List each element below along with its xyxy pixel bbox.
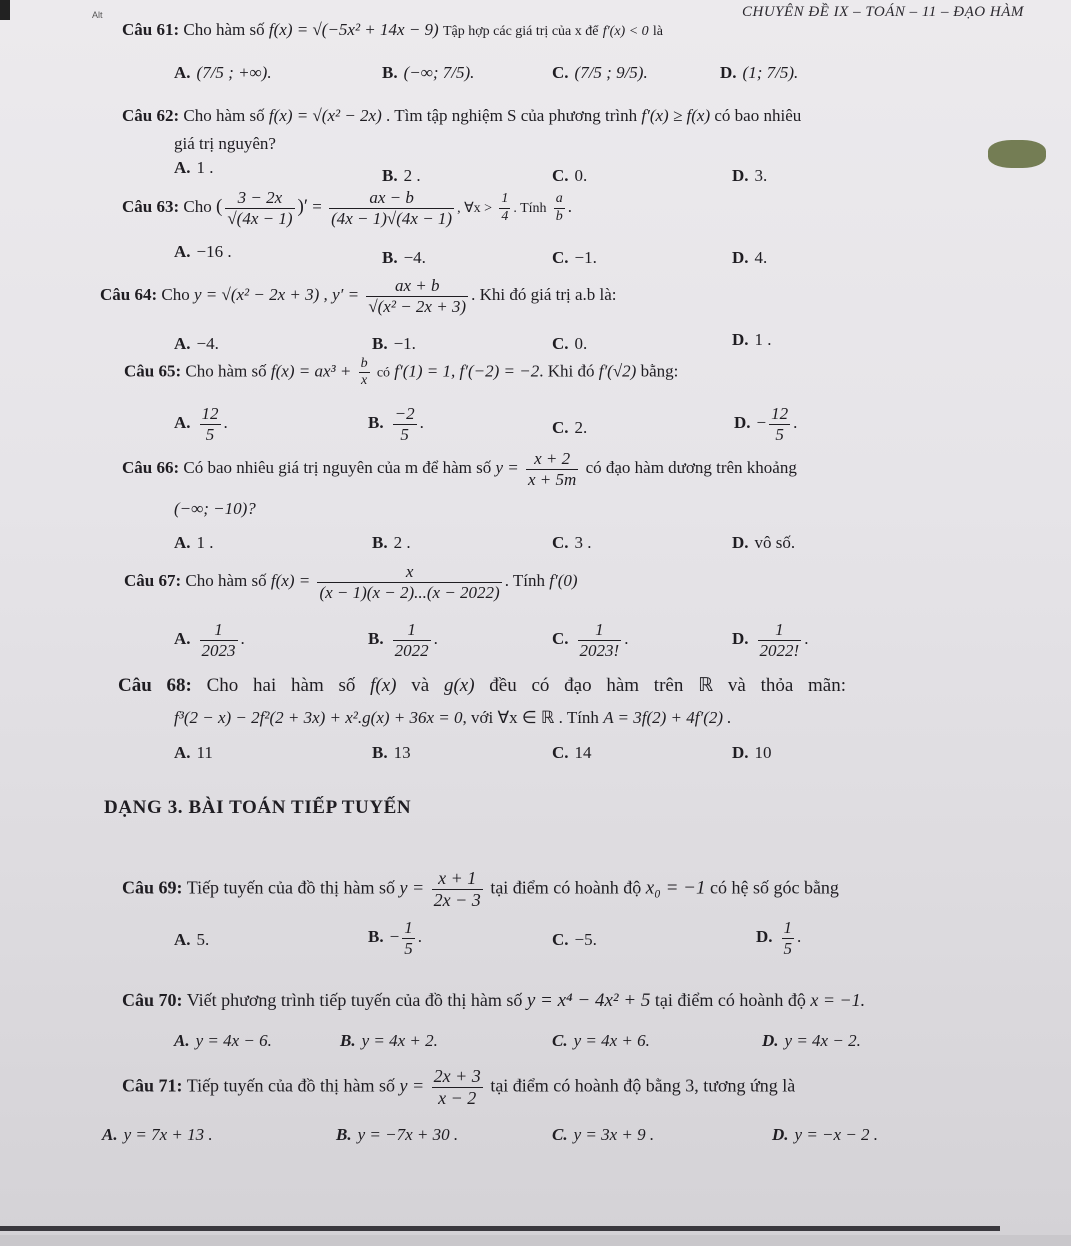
option-value: 1 . [196, 533, 214, 552]
fraction-numerator: x [317, 562, 501, 583]
condition: , ∀x > [457, 200, 493, 216]
option-c[interactable] [552, 533, 592, 553]
question-69 [122, 868, 839, 910]
question-66 [122, 449, 797, 489]
formula: f³(2 − x) − 2f²(2 + 3x) + x².g(x) + 36x = 0 [174, 708, 463, 727]
option-value: −5. [574, 930, 597, 949]
formula: y = [399, 877, 425, 898]
text: Viết phương trình tiếp tuyến của đồ thị hàm số [186, 990, 523, 1010]
formula: f(x) = [270, 570, 311, 590]
text: . Khi đó [539, 361, 595, 381]
option-key: C. [552, 1125, 568, 1144]
question-label: Câu 62: [122, 106, 180, 125]
option-value: 10 [754, 743, 772, 762]
option-key: A. [174, 930, 191, 949]
option-a[interactable] [174, 334, 219, 354]
option-value: 13 [393, 743, 411, 762]
option-key: D. [720, 63, 737, 82]
option-key: B. [372, 743, 388, 762]
paper-stain [988, 140, 1046, 168]
option-c[interactable]: C. $\frac{1}{2023!}$ . [552, 620, 629, 660]
option-d[interactable] [732, 248, 767, 268]
option-key: D. [732, 628, 749, 648]
option-key: D. [762, 1031, 779, 1050]
side-mark: Alt [92, 10, 103, 20]
fraction-denominator: 2x − 3 [433, 889, 481, 910]
option-key: A. [174, 1031, 190, 1050]
option-key: C. [552, 628, 569, 648]
option-value: 3 . [574, 533, 592, 552]
option-value: 2 . [403, 166, 421, 185]
question-65 [124, 356, 678, 389]
option-key: C. [552, 418, 569, 437]
option-value: y = −x − 2 . [794, 1125, 879, 1144]
text: đều có đạo hàm trên ℝ và thỏa mãn: [489, 675, 847, 696]
fraction-denominator: √(4x − 1) [227, 208, 293, 228]
option-key: A. [174, 63, 191, 82]
fraction-numerator: x + 1 [432, 868, 483, 890]
fraction-numerator: 12 [771, 404, 789, 423]
option-value: (7/5 ; 9/5). [574, 63, 648, 82]
option-a[interactable] [174, 242, 232, 262]
fraction-denominator: 5 [400, 424, 409, 444]
fraction-denominator: 2023 [201, 640, 236, 660]
text: Cho hàm số [185, 570, 267, 590]
section-title: DẠNG 3. BÀI TOÁN TIẾP TUYẾN [104, 797, 412, 818]
question-71 [122, 1066, 795, 1108]
option-a[interactable]: A. $\frac{12}{5}$ . [174, 404, 228, 444]
option-value: y = 4x − 2. [784, 1031, 861, 1050]
option-value: 3. [754, 166, 768, 185]
option-d[interactable] [732, 743, 772, 763]
option-b[interactable] [372, 334, 416, 354]
fraction-denominator: x − 2 [438, 1087, 477, 1108]
option-d[interactable] [762, 1031, 861, 1051]
text: tại điểm có hoành độ [654, 990, 806, 1010]
fraction-numerator: 2x + 3 [433, 1066, 481, 1086]
question-label: Câu 65: [124, 361, 182, 381]
fraction-denominator: 2023! [579, 640, 620, 660]
option-d[interactable] [732, 166, 767, 186]
text: Cho hai hàm số [206, 675, 356, 696]
fraction-denominator: 5 [404, 938, 413, 958]
text: . Khi đó giá trị a.b là: [471, 284, 617, 304]
option-key: C. [552, 743, 569, 762]
option-c[interactable] [552, 930, 597, 950]
formula: f′(x) < 0 [602, 24, 649, 39]
option-key: B. [336, 1125, 352, 1144]
text: . Tìm tập nghiệm S của phương trình [386, 106, 638, 125]
option-b[interactable] [372, 743, 411, 763]
text: bằng: [640, 361, 679, 381]
formula: y′ = [332, 284, 360, 304]
formula: f(x) = ax³ + [270, 361, 352, 381]
fraction-numerator: 1 [578, 620, 622, 641]
option-key: C. [552, 248, 569, 267]
option-value: y = −7x + 30 . [357, 1125, 459, 1144]
option-a[interactable] [174, 158, 214, 178]
option-a[interactable] [174, 743, 213, 763]
question-label: Câu 71: [122, 1075, 183, 1096]
option-value: 1 . [196, 158, 214, 177]
option-value: 1 . [754, 330, 772, 349]
text: Tập hợp các giá trị của x để [442, 24, 599, 39]
fraction-denominator: 5 [775, 424, 784, 444]
formula: y = [399, 1075, 425, 1096]
option-key: D. [772, 1125, 789, 1144]
option-key: B. [368, 926, 384, 946]
option-key: C. [552, 930, 569, 949]
option-d[interactable]: D. $\frac{1}{5}$ . [756, 918, 802, 958]
option-c[interactable] [552, 248, 597, 268]
option-value: 4. [754, 248, 768, 267]
option-a[interactable] [174, 1031, 272, 1051]
fraction-denominator: x [360, 373, 368, 389]
formula: f(x) = √(x² − 2x) [268, 106, 382, 125]
option-c[interactable] [552, 743, 592, 763]
option-value: −16 . [196, 242, 232, 261]
formula: x₀ = −1 [645, 877, 706, 899]
fraction-numerator: 3 − 2x [225, 188, 294, 209]
text: Cho [183, 196, 212, 216]
option-b[interactable] [382, 63, 474, 83]
option-key: D. [756, 926, 773, 946]
option-key: D. [734, 412, 751, 432]
fraction-numerator: 1 [758, 620, 802, 641]
option-value: −4. [196, 334, 219, 353]
option-a[interactable] [102, 1125, 213, 1145]
option-key: A. [174, 743, 191, 762]
option-value: −4. [403, 248, 426, 267]
formula: g(x) [443, 675, 475, 696]
option-b[interactable]: B. $\frac{-2}{5}$ . [368, 404, 424, 444]
option-value: 14 [574, 743, 592, 762]
option-d[interactable] [772, 1125, 878, 1145]
text: có bao nhiêu [714, 106, 802, 125]
fraction-denominator: 2022 [394, 640, 429, 660]
fraction-numerator: 1 [393, 620, 431, 641]
fraction-denominator: 5 [783, 938, 793, 958]
fraction-denominator: √(x² − 2x + 3) [368, 296, 467, 316]
option-b[interactable] [382, 248, 426, 268]
text: tại điểm có hoành độ bằng 3, tương ứng là [490, 1075, 796, 1096]
fraction-numerator: 1 [499, 191, 510, 208]
option-value: 2 . [393, 533, 411, 552]
option-a[interactable] [174, 930, 209, 950]
fraction-numerator: x + 2 [526, 449, 578, 470]
option-key: D. [732, 330, 749, 349]
option-c[interactable] [552, 418, 587, 438]
fraction-numerator: 12 [201, 404, 219, 423]
option-b[interactable] [372, 533, 411, 553]
option-key: B. [382, 248, 398, 267]
text: có đạo hàm dương trên khoảng [585, 457, 797, 477]
option-value: vô số. [754, 533, 796, 552]
option-key: A. [102, 1125, 118, 1144]
option-key: B. [372, 533, 388, 552]
text: và [411, 675, 430, 696]
question-label: Câu 68: [118, 675, 192, 696]
option-b[interactable] [336, 1125, 458, 1145]
fraction-numerator: 1 [404, 918, 413, 937]
option-key: B. [340, 1031, 356, 1050]
option-key: B. [382, 63, 398, 82]
text: là [652, 24, 664, 39]
fraction-denominator: 4 [501, 208, 509, 224]
question-label: Câu 69: [122, 877, 183, 898]
option-value: (−∞; 7/5). [403, 63, 475, 82]
fraction-denominator: 2022! [759, 640, 800, 660]
fraction-denominator: b [555, 208, 563, 224]
option-a[interactable]: A. $\frac{1}{2023}$ . [174, 620, 245, 660]
question-label: Câu 70: [122, 990, 183, 1010]
option-b[interactable] [340, 1031, 438, 1051]
option-value: y = 4x + 6. [573, 1031, 650, 1050]
option-key: B. [382, 166, 398, 185]
option-value: (1; 7/5). [742, 63, 799, 82]
option-key: A. [174, 158, 191, 177]
page-bottom-rule [0, 1226, 1000, 1231]
option-value: 5. [196, 930, 210, 949]
formula: A = 3f(2) + 4f′(2) . [603, 708, 732, 727]
option-c[interactable] [552, 1031, 650, 1051]
option-key: B. [368, 412, 384, 432]
text: có [376, 365, 391, 381]
question-label: Câu 66: [122, 457, 180, 477]
option-c[interactable] [552, 63, 648, 83]
option-key: A. [174, 533, 191, 552]
question-label: Câu 61: [122, 20, 180, 39]
option-value: 2. [574, 418, 588, 437]
question-67 [124, 562, 578, 602]
option-key: D. [732, 248, 749, 267]
formula: f′(x) ≥ f(x) [641, 106, 711, 125]
option-key: A. [174, 242, 191, 261]
option-key: C. [552, 1031, 568, 1050]
text: Cho hàm số [185, 361, 267, 381]
option-value: 0. [574, 166, 588, 185]
option-d[interactable] [732, 330, 772, 350]
fraction-denominator: (4x − 1)√(4x − 1) [331, 208, 453, 228]
option-d[interactable]: D. $\frac{1}{2022!}$ . [732, 620, 809, 660]
option-value: y = 3x + 9 . [573, 1125, 655, 1144]
question-68-eq [174, 708, 732, 728]
question-70 [122, 990, 865, 1012]
option-key: C. [552, 533, 569, 552]
option-key: D. [732, 743, 749, 762]
text: Cho hàm số [183, 20, 265, 39]
option-d[interactable]: D. − $\frac{12}{5}$ . [734, 404, 798, 444]
text: Cho [161, 284, 190, 304]
question-label: Câu 67: [124, 570, 182, 590]
formula: y = √(x² − 2x + 3) , [194, 284, 328, 304]
option-key: A. [174, 628, 191, 648]
text: , với ∀x ∈ ℝ . Tính [462, 708, 599, 727]
formula: f(x) = √(−5x² + 14x − 9) [268, 20, 439, 39]
text: Có bao nhiêu giá trị nguyên của m để hàm số [183, 457, 492, 477]
formula: x = −1. [810, 990, 866, 1010]
option-key: B. [372, 334, 388, 353]
option-c[interactable] [552, 1125, 654, 1145]
text: . Tính [504, 570, 546, 590]
fraction-denominator: 5 [205, 424, 215, 444]
page-edge-shadow [0, 0, 10, 20]
formula: f′(√2) [598, 361, 637, 381]
option-b[interactable]: B. $\frac{1}{2022}$ . [368, 620, 438, 660]
option-key: D. [732, 533, 749, 552]
option-value: y = 4x + 2. [361, 1031, 438, 1050]
fraction-numerator: ax + b [366, 276, 468, 297]
fraction-numerator: 1 [200, 620, 238, 641]
fraction-denominator: (x − 1)(x − 2)...(x − 2022) [319, 582, 500, 602]
option-value: y = 7x + 13 . [123, 1125, 213, 1144]
formula: y = x⁴ − 4x² + 5 [526, 990, 651, 1011]
question-64 [100, 276, 617, 316]
option-key: C. [552, 63, 569, 82]
option-b[interactable] [382, 166, 421, 186]
text: có hệ số góc bằng [709, 877, 839, 898]
fraction-denominator: x + 5m [528, 469, 577, 489]
option-a[interactable] [174, 533, 214, 553]
text: Cho hàm số [183, 106, 265, 125]
question-63: Câu 63: Cho ( $\frac{3 - 2x}{√(4x - 1)}$ )′ = $\frac{ax - b}{(4x - 1)√(4x - 1)}$ , ∀x > $\frac{1}{4}$ . Tính $\frac{a}{b}$ . [122, 188, 573, 228]
text: . Tính [513, 200, 547, 216]
text: tại điểm có hoành độ [490, 877, 642, 898]
formula: y = [495, 457, 519, 477]
option-key: C. [552, 166, 569, 185]
fraction-numerator: −2 [394, 404, 415, 423]
formula: f(x) [370, 675, 397, 696]
question-61 [122, 20, 663, 40]
text: Tiếp tuyến của đồ thị hàm số [186, 1075, 396, 1096]
fraction-numerator: a [554, 191, 565, 208]
chapter-header: CHUYÊN ĐỀ IX – TOÁN – 11 – ĐẠO HÀM [742, 4, 1024, 20]
option-c[interactable] [552, 166, 587, 186]
formula: f′(0) [549, 570, 578, 590]
page-bottom-margin [0, 1235, 1071, 1246]
option-b[interactable]: B. − $\frac{1}{5}$ . [368, 918, 422, 958]
question-label: Câu 63: [122, 196, 180, 216]
option-key: C. [552, 334, 569, 353]
option-value: −1. [574, 248, 597, 267]
option-d[interactable] [732, 533, 795, 553]
fraction-numerator: 1 [783, 918, 793, 937]
option-d[interactable] [720, 63, 798, 83]
question-62 [122, 106, 801, 126]
fraction-numerator: b [359, 356, 370, 373]
option-value: (7/5 ; +∞). [196, 63, 272, 82]
question-68 [118, 674, 846, 697]
option-value: 0. [574, 334, 588, 353]
option-key: B. [368, 628, 384, 648]
question-66-interval: (−∞; −10)? [174, 499, 256, 518]
fraction-numerator: ax − b [329, 188, 454, 209]
option-key: D. [732, 166, 749, 185]
option-key: A. [174, 412, 191, 432]
text: Tiếp tuyến của đồ thị hàm số [186, 877, 396, 898]
option-a[interactable] [174, 63, 272, 83]
option-value: 11 [196, 743, 213, 762]
question-label: Câu 64: [100, 284, 158, 304]
option-value: −1. [393, 334, 416, 353]
formula: f′(1) = 1, f′(−2) = −2 [394, 361, 540, 381]
minus-sign: − [389, 926, 400, 946]
option-key: A. [174, 334, 191, 353]
option-value: y = 4x − 6. [195, 1031, 272, 1050]
question-62-cont: giá trị nguyên? [174, 134, 276, 153]
option-c[interactable] [552, 334, 587, 354]
